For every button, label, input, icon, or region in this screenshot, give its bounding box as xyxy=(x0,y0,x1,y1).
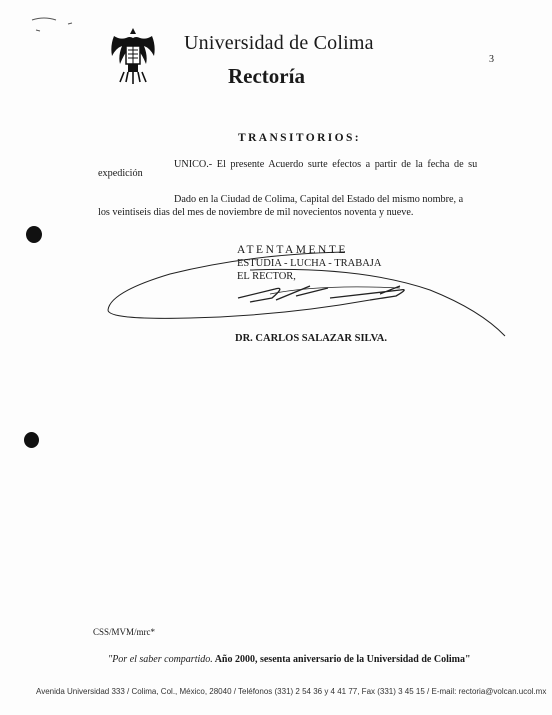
punch-hole-top xyxy=(26,226,42,243)
year-motto-italic: "Por el saber compartido. xyxy=(108,654,213,665)
closing-salutation: ATENTAMENTE xyxy=(237,244,348,256)
punch-hole-bottom xyxy=(24,432,39,448)
signer-name: DR. CARLOS SALAZAR SILVA. xyxy=(235,333,388,344)
closing-motto: ESTUDIA - LUCHA - TRABAJA xyxy=(237,258,382,269)
section-title: TRANSITORIOS: xyxy=(238,132,362,144)
year-motto xyxy=(108,654,471,665)
page-number: 3 xyxy=(489,54,494,65)
article-line-1: UNICO.- El presente Acuerdo surte efectos a partir de la fecha de su xyxy=(174,159,478,170)
article-line-2: expedición xyxy=(98,168,143,179)
scan-marks xyxy=(10,10,90,40)
closing-role: EL RECTOR, xyxy=(237,271,296,282)
given-line-2: los veintiseis dias del mes de noviembre de mil novecientos noventa y nueve. xyxy=(98,207,414,218)
office-name: Rectoría xyxy=(228,64,305,88)
year-motto-rest: Año 2000, sesenta aniversario de la Universidad de Colima" xyxy=(212,654,471,665)
reference-initials: CSS/MVM/mrc* xyxy=(93,627,156,637)
university-seal-icon xyxy=(106,24,160,86)
footer-address: Avenida Universidad 333 / Colima, Col., México, 28040 / Teléfonos (331) 2 54 36 y 4 41 77, Fax (331) 3 45 15 / E-mail: rectoria@volcan.ucol.mx xyxy=(36,687,547,696)
given-line-1: Dado en la Ciudad de Colima, Capital del Estado del mismo nombre, a xyxy=(174,194,464,205)
handwritten-signature xyxy=(100,240,512,340)
institution-name: Universidad de Colima xyxy=(184,32,374,54)
